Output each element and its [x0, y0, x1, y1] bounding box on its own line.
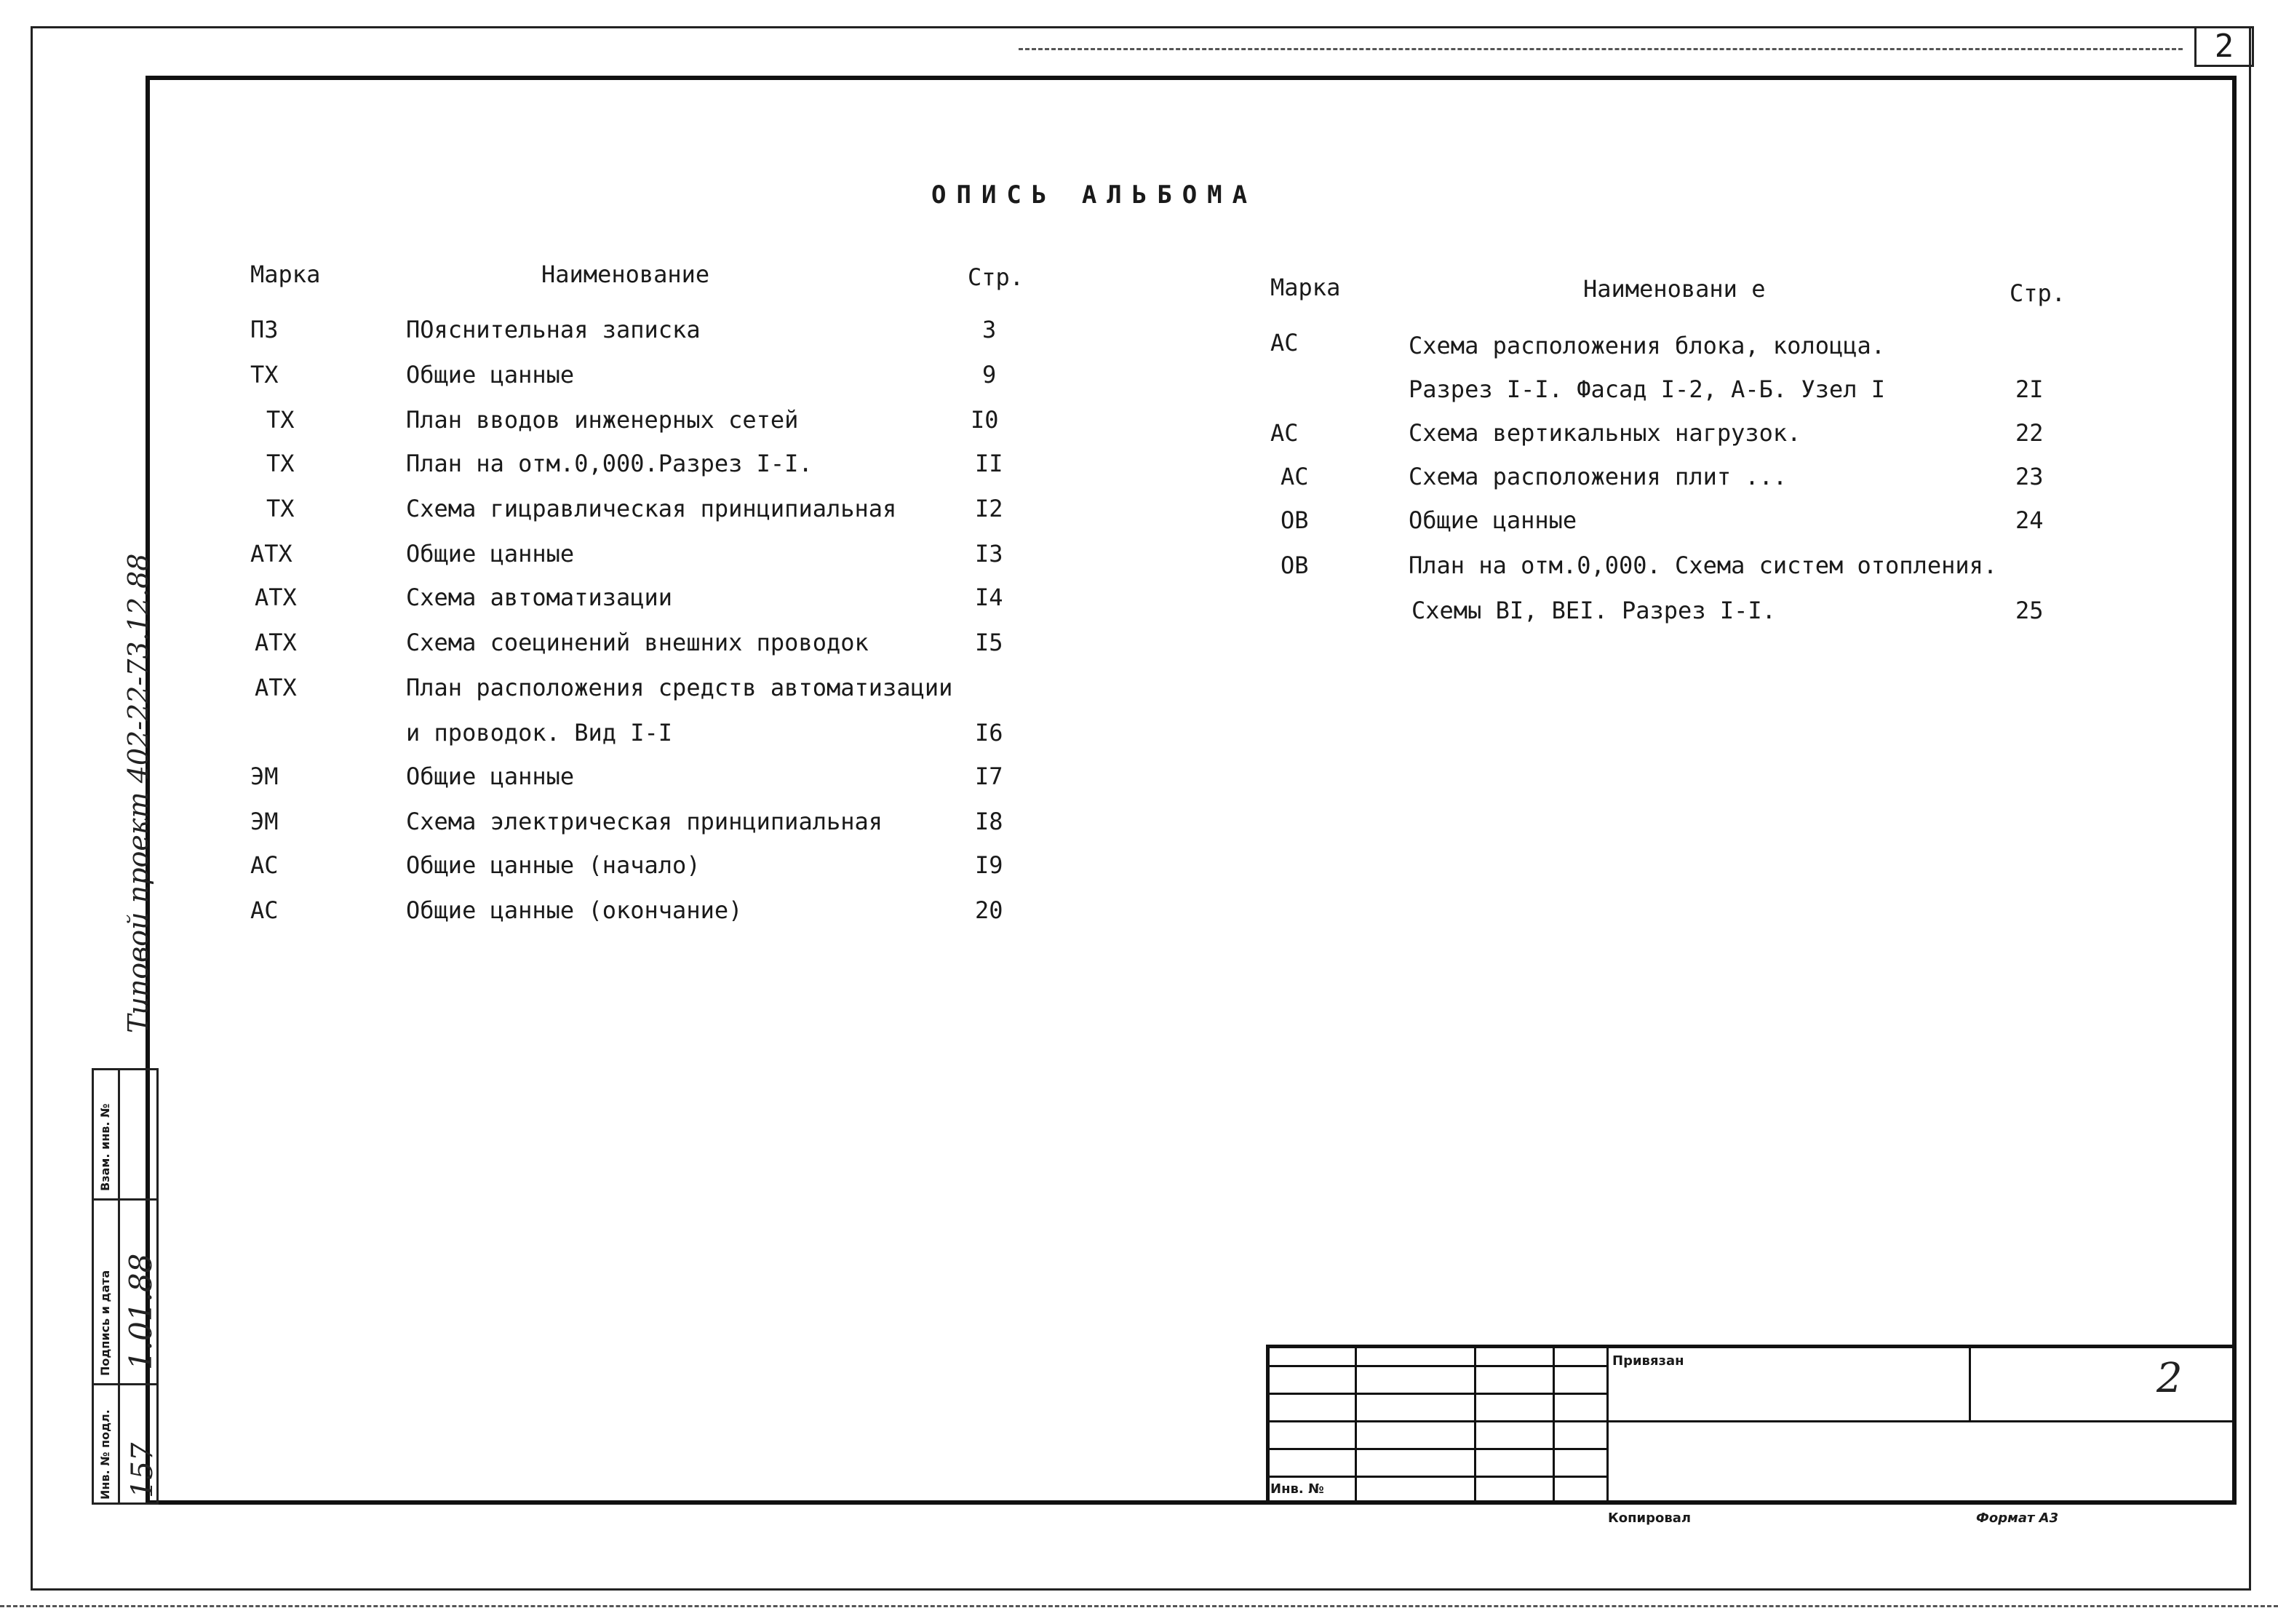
left-row-name: Схема гицравлическая принципиальная	[406, 495, 897, 522]
stamp-grid-line	[1266, 1448, 1606, 1450]
right-row-mark: ОВ	[1281, 506, 1309, 534]
left-row-page: I9	[975, 851, 1003, 879]
stamp-format: Формат А3	[1976, 1510, 2059, 1526]
side-divider	[94, 1383, 156, 1385]
left-row-mark: ЭМ	[250, 808, 279, 835]
left-row-name: ПОяснительная записка	[406, 316, 701, 343]
left-row-name: Схема соецинений внешних проводок	[406, 629, 869, 656]
right-row-page: 24	[2015, 506, 2044, 534]
left-row-name: и проводок. Вид I-I	[406, 719, 673, 747]
side-label-inv: Инв. № подл.	[98, 1409, 112, 1500]
side-stamp-strip	[92, 1068, 159, 1505]
stamp-grid-line	[1266, 1365, 1606, 1367]
stamp-grid-line	[1266, 1393, 1606, 1395]
right-row-name: Схемы ВI, ВЕI. Разрез I-I.	[1411, 597, 1776, 624]
stamp-privyazan-label: Привязан	[1612, 1353, 1684, 1369]
left-row-page: I8	[975, 808, 1003, 835]
right-row-mark: АС	[1281, 463, 1309, 490]
side-inv-number: 157	[126, 1442, 159, 1498]
right-row-name: Схема расположения блока, колоцца.	[1409, 332, 1886, 359]
right-row-mark: ОВ	[1281, 552, 1309, 579]
left-row-name: Общие цанные (окончание)	[406, 896, 743, 924]
left-row-mark: АС	[250, 896, 279, 924]
left-row-mark: АТХ	[255, 629, 297, 656]
header-mark-right: Марка	[1270, 274, 1341, 301]
stamp-grid-line	[1266, 1420, 1606, 1422]
left-row-page: I2	[975, 495, 1003, 522]
left-row-mark: ЭМ	[250, 763, 279, 790]
left-row-page: II	[975, 450, 1003, 477]
side-divider	[94, 1198, 156, 1201]
right-row-name: Схема расположения плит ...	[1409, 463, 1788, 490]
left-row-name: Схема электрическая принципиальная	[406, 808, 883, 835]
left-row-name: Схема автоматизации	[406, 584, 673, 611]
left-row-name: Общие цанные	[406, 361, 575, 389]
left-row-mark: АС	[250, 851, 279, 879]
right-row-page: 2I	[2015, 375, 2044, 403]
side-label-replace: Взам. инв. №	[98, 1103, 112, 1191]
side-label-signature: Подпись и дата	[98, 1270, 112, 1376]
header-name-right: Наименовани е	[1583, 275, 1766, 303]
inner-frame	[146, 76, 2237, 1505]
left-row-name: Общие цанные	[406, 540, 575, 568]
side-signature-date: 1.01.88	[123, 1253, 159, 1370]
stamp-grid-line	[1355, 1345, 1357, 1505]
left-row-mark: АТХ	[255, 584, 297, 611]
bottom-dashed-line	[0, 1605, 2278, 1607]
left-row-mark: ПЗ	[250, 316, 279, 343]
right-row-name: Общие цанные	[1409, 506, 1577, 534]
header-mark-left: Марка	[250, 260, 321, 288]
right-row-name: Разрез I-I. Фасад I-2, А-Б. Узел I	[1409, 375, 1886, 403]
right-row-page: 23	[2015, 463, 2044, 490]
left-row-mark: ТХ	[266, 495, 295, 522]
right-row-mark: АС	[1270, 419, 1299, 447]
left-row-name: Общие цанные	[406, 763, 575, 790]
left-row-mark: АТХ	[255, 674, 297, 701]
left-row-name: План вводов инженерных сетей	[406, 406, 799, 434]
left-row-page: 9	[982, 361, 997, 389]
left-row-page: 3	[982, 316, 997, 343]
stamp-inv-label: Инв. №	[1270, 1481, 1324, 1497]
left-row-page: I6	[975, 719, 1003, 747]
left-row-mark: ТХ	[266, 450, 295, 477]
header-page-right: Стр.	[2010, 279, 2066, 307]
left-row-page: I4	[975, 584, 1003, 611]
stamp-grid-line	[1606, 1345, 1609, 1505]
right-row-name: Схема вертикальных нагрузок.	[1409, 419, 1801, 447]
left-row-name: Общие цанные (начало)	[406, 851, 701, 879]
right-row-page: 25	[2015, 597, 2044, 624]
document-title: ОПИСЬ АЛЬБОМА	[931, 180, 1258, 210]
stamp-sheet-handwritten: 2	[2156, 1355, 2183, 1402]
stamp-kopiroval: Копировал	[1608, 1510, 1692, 1526]
left-row-name: План расположения средств автоматизации	[406, 674, 953, 701]
sheet-number: 2	[2194, 26, 2254, 67]
right-row-name: План на отм.0,000. Схема систем отопления.	[1409, 552, 1998, 579]
stamp-grid-line	[1553, 1345, 1555, 1505]
left-row-page: I0	[971, 406, 999, 434]
handwritten-project-label: Типовой проект 402-22-73.12.88	[122, 553, 154, 1033]
right-row-mark: АС	[1270, 329, 1299, 357]
header-name-left: Наименование	[541, 260, 710, 288]
left-row-page: 20	[975, 896, 1003, 924]
title-block	[1266, 1345, 2237, 1505]
left-row-page: I5	[975, 629, 1003, 656]
stamp-grid-line	[1969, 1345, 1971, 1420]
header-page-left: Стр.	[968, 263, 1024, 291]
left-row-mark: ТХ	[250, 361, 279, 389]
left-row-page: I7	[975, 763, 1003, 790]
stamp-grid-line	[1474, 1345, 1476, 1505]
left-row-mark: ТХ	[266, 406, 295, 434]
top-dashed-line	[1019, 48, 2183, 50]
right-row-page: 22	[2015, 419, 2044, 447]
left-row-mark: АТХ	[250, 540, 292, 568]
left-row-page: I3	[975, 540, 1003, 568]
stamp-grid-line	[1606, 1420, 2237, 1422]
stamp-grid-line	[1266, 1476, 1606, 1478]
left-row-name: План на отм.0,000.Разрез I-I.	[406, 450, 813, 477]
